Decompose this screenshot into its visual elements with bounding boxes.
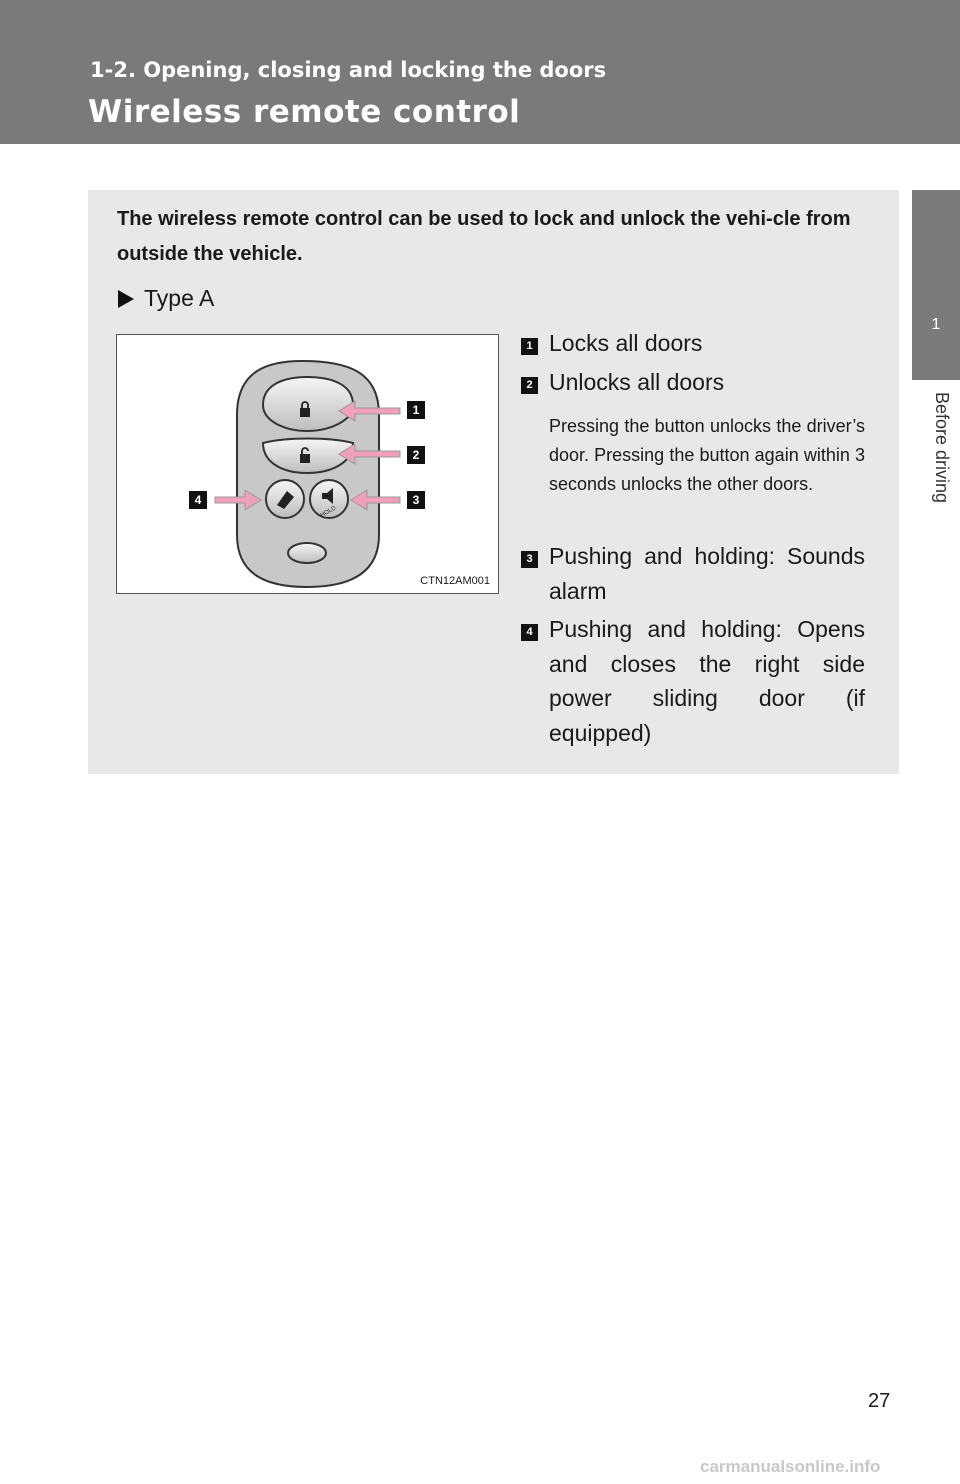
callout-number-4: 4 <box>194 493 202 507</box>
item-text-3: Pushing and holding: Sounds alarm <box>549 543 865 604</box>
remote-fob-illustration <box>117 335 500 595</box>
type-label-text: Type A <box>144 285 215 311</box>
remote-figure <box>116 334 499 594</box>
callout-number-1: 1 <box>412 403 420 417</box>
chapter-tab[interactable] <box>912 190 960 380</box>
type-label <box>118 285 214 312</box>
chapter-tab-number: 1 <box>931 316 941 333</box>
item-badge-3: 3 <box>521 551 538 568</box>
item-badge-4: 4 <box>521 624 538 641</box>
watermark: carmanualsonline.info <box>700 1457 881 1476</box>
intro-text: The wireless remote control can be used to lock and unlock the vehi-cle from outside the vehicle. <box>117 208 851 265</box>
unlock-note: Pressing the button unlocks the driver’s door. Pressing the button again within 3 seconds unlocks the other doors. <box>549 416 865 494</box>
item-text-2: Unlocks all doors <box>549 369 725 395</box>
item-text-4: Pushing and holding: Opens and closes the right side power sliding door (if equipped) <box>549 616 865 746</box>
hold-label: HOLD <box>319 505 338 519</box>
item-badge-1: 1 <box>521 338 538 355</box>
chapter-tab-label: Before driving <box>932 392 952 504</box>
bottom-oval-button <box>288 543 326 563</box>
callout-number-2: 2 <box>412 448 420 462</box>
callout-number-3: 3 <box>412 493 420 507</box>
page-title: Wireless remote control <box>88 94 521 130</box>
pointer-triangle-icon <box>118 290 134 308</box>
page-number: 27 <box>868 1390 891 1412</box>
section-label: 1-2. Opening, closing and locking the doors <box>90 58 607 82</box>
figure-code: CTN12AM001 <box>420 575 490 587</box>
item-text-1: Locks all doors <box>549 330 703 356</box>
item-badge-2: 2 <box>521 377 538 394</box>
